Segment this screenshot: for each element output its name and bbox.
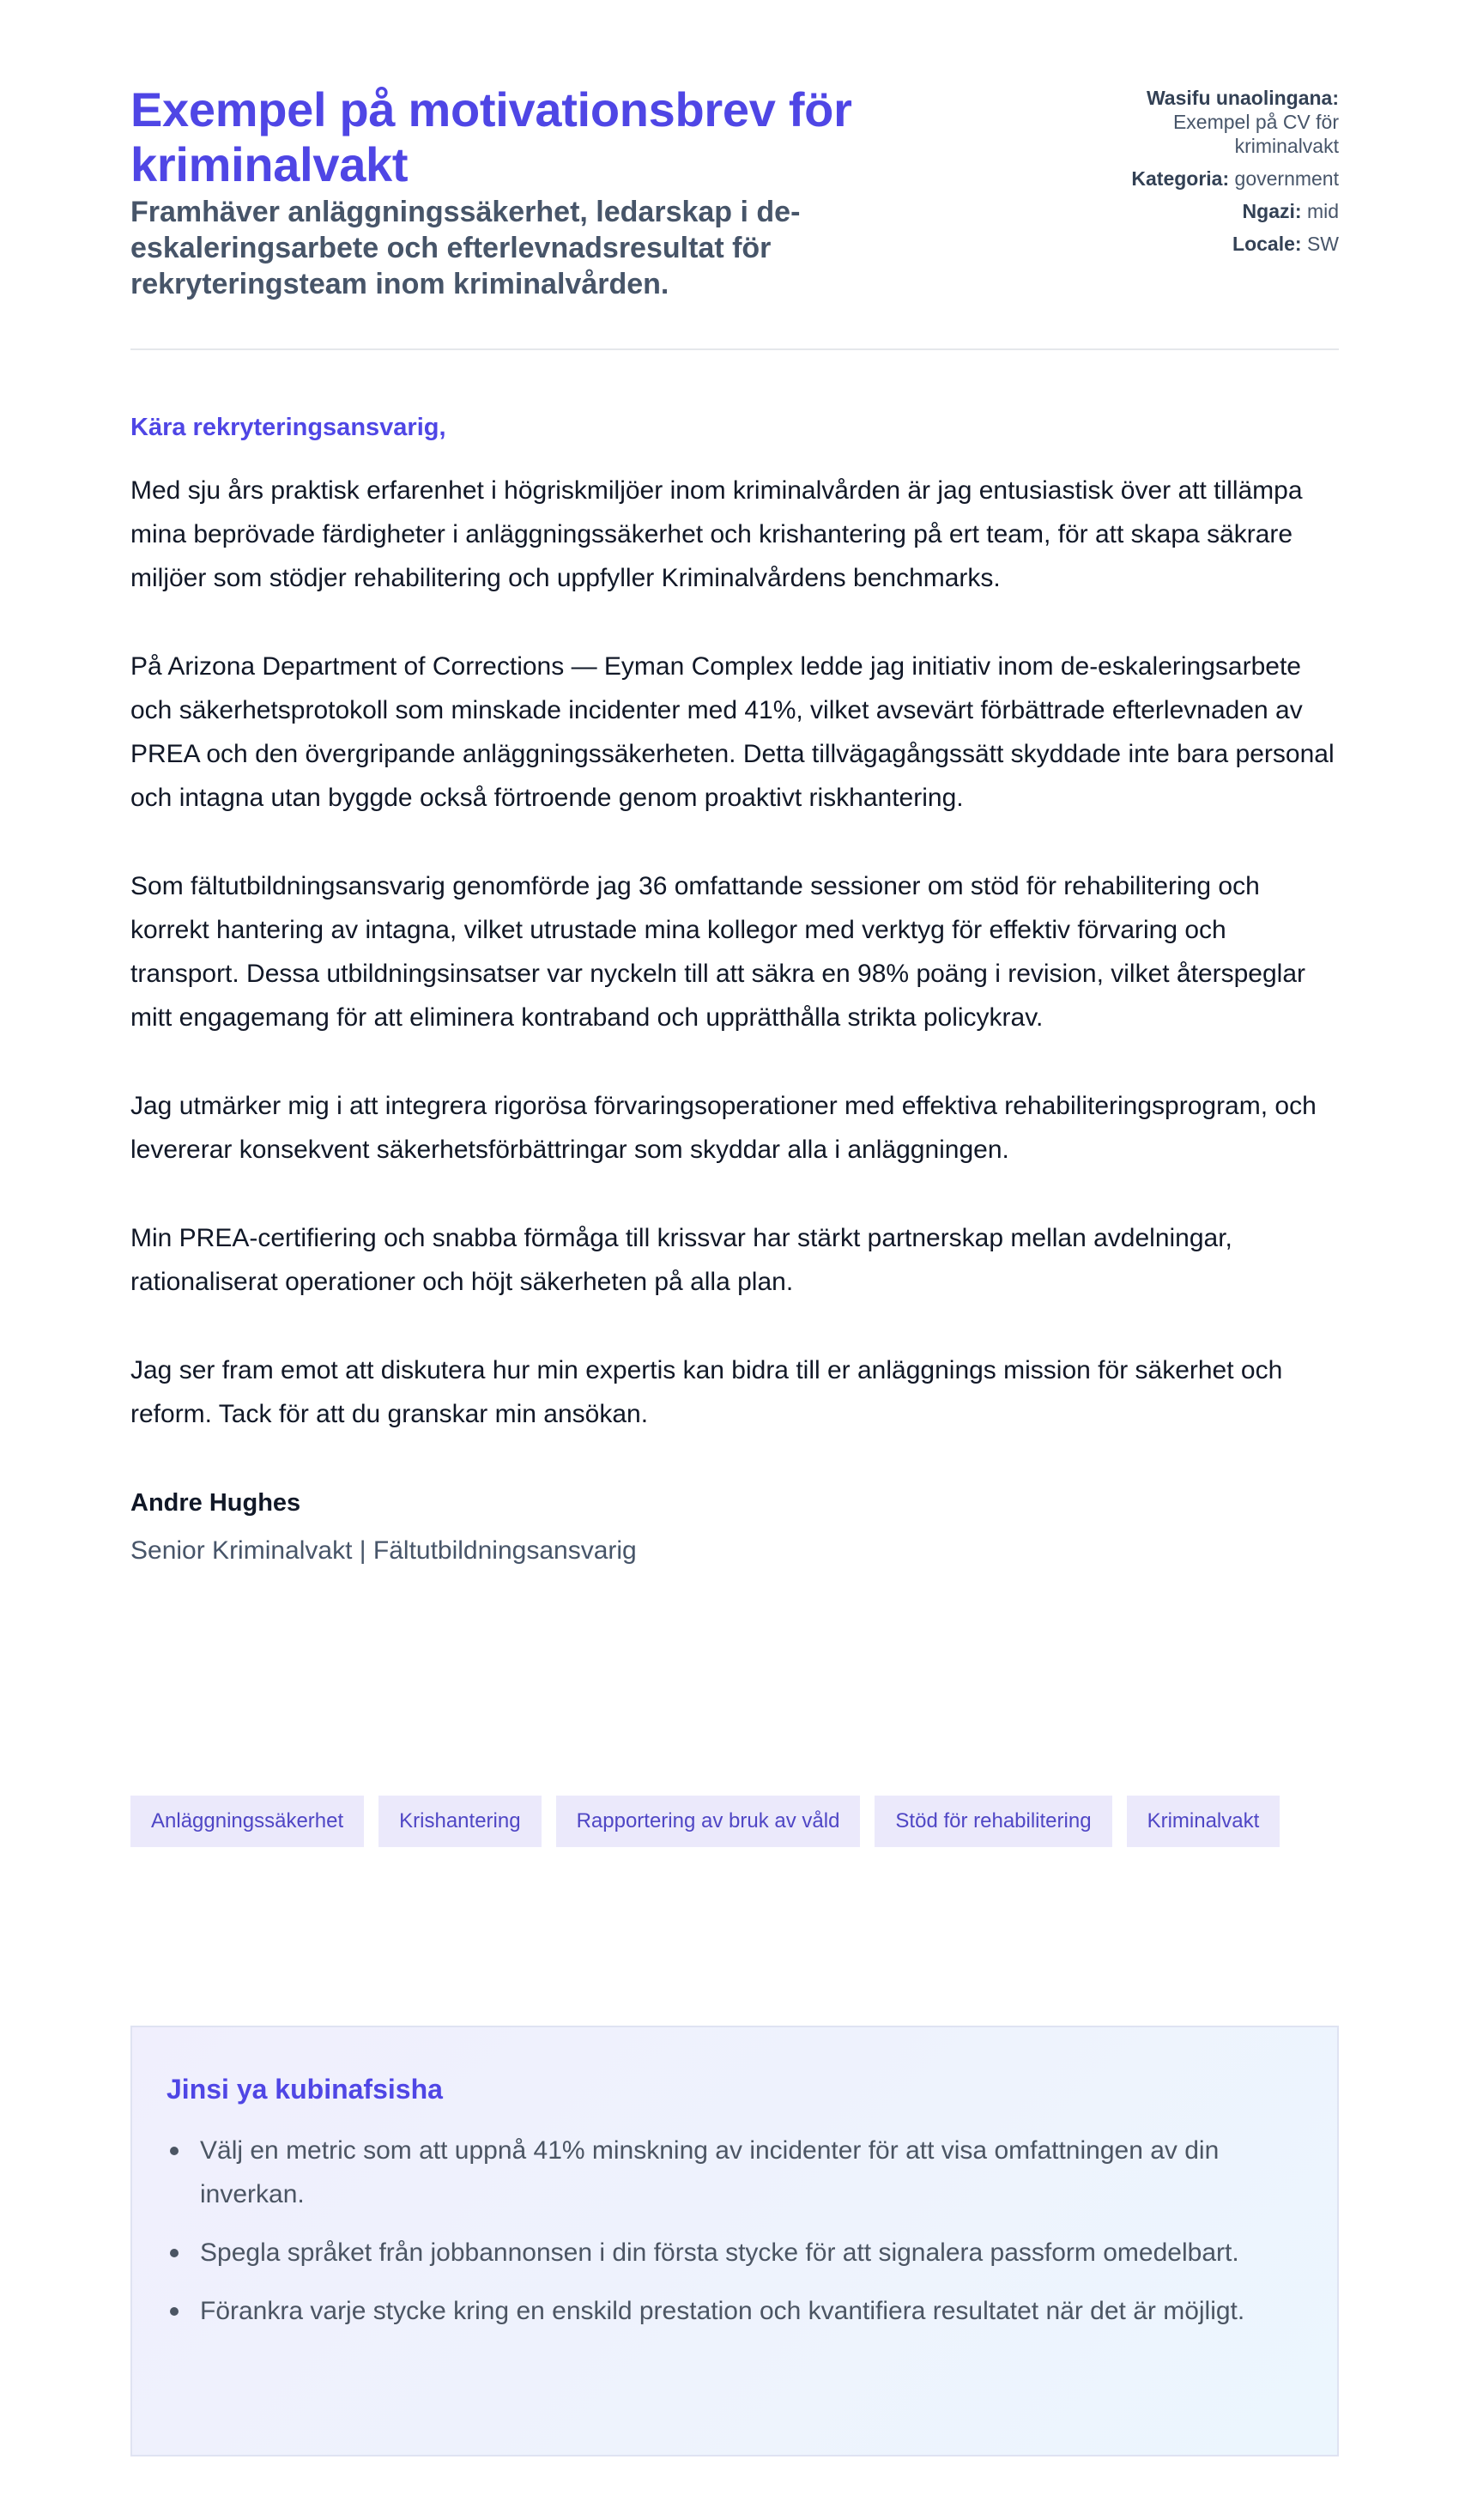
cover-letter	[130, 410, 1339, 1568]
tips-item-text: Välj en metric som att uppnå 41% minskning av incidenter för att visa omfattningen av din inverkan.	[200, 2136, 1220, 2208]
meta-level	[1081, 199, 1339, 223]
bullet-icon	[170, 2249, 179, 2257]
meta-panel	[1081, 86, 1339, 264]
tag-rehabilitation-support[interactable]: Stöd för rehabilitering	[875, 1796, 1111, 1847]
bullet-icon	[170, 2307, 179, 2316]
tips-item-text: Spegla språket från jobbannonsen i din första stycke för att signalera passform omedelbart.	[200, 2238, 1239, 2267]
title-block	[130, 82, 954, 302]
tag-facility-security[interactable]: Anläggningssäkerhet	[130, 1796, 364, 1847]
tips-title: Jinsi ya kubinafsisha	[166, 2074, 443, 2105]
meta-related-label: Wasifu unaolingana:	[1146, 87, 1339, 109]
meta-category-label: Kategoria:	[1131, 167, 1230, 190]
meta-related-resume	[1081, 86, 1339, 158]
letter-paragraph: Med sju års praktisk erfarenhet i högriskmiljöer inom kriminalvården är jag entusiastisk över att tillämpa mina beprövade färdigheter i anläggningssäkerhet och krishantering på ert team, för att skapa säkrare miljöer som stödjer rehabilitering och uppfyller Kriminalvårdens benchmarks.	[130, 476, 1303, 592]
meta-related-value[interactable]: Exempel på CV för kriminalvakt	[1172, 111, 1339, 157]
meta-level-label: Ngazi:	[1242, 200, 1302, 222]
signature-title: Senior Kriminalvakt | Fältutbildningsansvarig	[130, 1536, 637, 1565]
meta-locale-label: Locale:	[1232, 233, 1302, 255]
letter-paragraph: Som fältutbildningsansvarig genomförde jag 36 omfattande sessioner om stöd för rehabilitering och korrekt hantering av intagna, vilket utrustade mina kollegor med verktyg för effektiv förvaring och transport. Dessa utbildningsinsatser var nyckeln till att säkra en 98% poäng i revision, vilket återspeglar mitt engagemang för att eliminera kontraband och upprätthålla strikta policykrav.	[130, 872, 1306, 1032]
meta-category-value: government	[1234, 167, 1339, 190]
page-title: Exempel på motivationsbrev för kriminalvakt	[130, 82, 852, 191]
signature-name: Andre Hughes	[130, 1489, 301, 1517]
tips-item-text: Förankra varje stycke kring en enskild prestation och kvantifiera resultatet när det är möjligt.	[200, 2297, 1245, 2325]
tag-crisis-management[interactable]: Krishantering	[378, 1796, 541, 1847]
skill-tags	[130, 1796, 1339, 1847]
tag-correctional-officer[interactable]: Kriminalvakt	[1127, 1796, 1280, 1847]
tips-item	[166, 2231, 1303, 2275]
meta-category	[1081, 167, 1339, 191]
meta-locale-value: SW	[1306, 233, 1339, 255]
tips-item	[166, 2129, 1303, 2216]
letter-paragraph: På Arizona Department of Corrections — Eyman Complex ledde jag initiativ inom de-eskaleringsarbete och säkerhetsprotokoll som minskade incidenter med 41%, vilket avsevärt förbättrade efterlevnaden av PREA och den övergripande anläggningssäkerheten. Detta tillvägagångssätt skyddade inte bara personal och intagna utan byggde också förtroende genom proaktivt riskhantering.	[130, 652, 1335, 812]
page-subtitle: Framhäver anläggningssäkerhet, ledarskap i de-eskaleringsarbete och efterlevnadsresultat för rekryteringsteam inom kriminalvården.	[130, 196, 801, 300]
bullet-icon	[170, 2147, 179, 2155]
salutation: Kära rekryteringsansvarig,	[130, 414, 446, 441]
header-divider	[130, 348, 1339, 350]
page-header	[130, 82, 1339, 350]
meta-locale	[1081, 232, 1339, 256]
letter-paragraph: Min PREA-certifiering och snabba förmåga till krissvar har stärkt partnerskap mellan avdelningar, rationaliserat operationer och höjt säkerheten på alla plan.	[130, 1224, 1232, 1296]
tips-list	[166, 2129, 1303, 2333]
meta-level-value: mid	[1306, 200, 1339, 222]
signature	[130, 1486, 1339, 1568]
letter-paragraph: Jag utmärker mig i att integrera rigorösa förvaringsoperationer med effektiva rehabiliteringsprogram, och levererar konsekvent säkerhetsförbättringar som skyddar alla i anläggningen.	[130, 1092, 1317, 1164]
tag-use-of-force-reporting[interactable]: Rapportering av bruk av våld	[556, 1796, 861, 1847]
letter-paragraph: Jag ser fram emot att diskutera hur min expertis kan bidra till er anläggnings mission för säkerhet och reform. Tack för att du granskar min ansökan.	[130, 1356, 1283, 1428]
tips-item	[166, 2289, 1303, 2333]
customization-tips	[130, 2026, 1339, 2456]
